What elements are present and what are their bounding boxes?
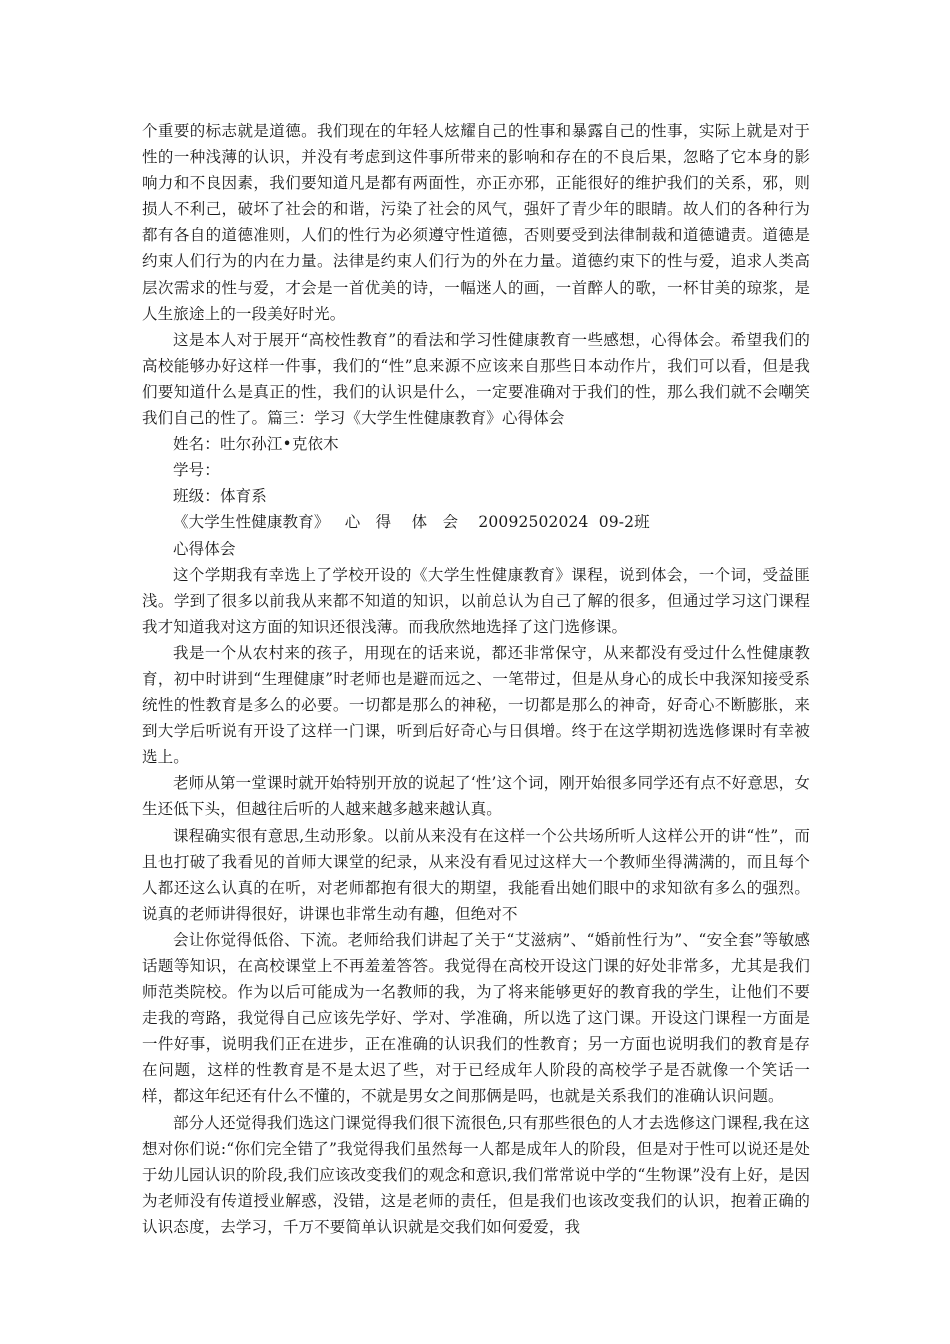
- field-class: 班级：体育系: [173, 487, 267, 506]
- field-name: 姓名：吐尔孙江•克依木: [173, 435, 339, 454]
- paragraph-morality: 个重要的标志就是道德。我们现在的年轻人炫耀自己的性事和暴露自己的性事，实际上就是对于性的一种浅薄的认识，并没有考虑到这件事所带来的影响和存在的不良后果，忽略了它本身的影响力和不良因素，我们要知道凡是都有两面性，亦正亦邪，正能很好的维护我们的关系，邪，则损人不利己，破坏了社会的和谐，污染了社会的风气，强奸了青少年的眼睛。故人们的各种行为都有各自的道德准则，人们的性行为必须遵守性道德，否则要受到法律制裁和道德谴责。道德是约束人们行为的内在力量。法律是约束人们行为的外在力量。道德约束下的性与爱，追求人类高层次需求的性与爱，才会是一首优美的诗，一幅迷人的画，一首醉人的歌，一杯甘美的琼浆，是人生旅途上的一段美好时光。: [142, 122, 810, 323]
- paragraph-background: 我是一个从农村来的孩子，用现在的话来说，都还非常保守，从来都没有受过什么性健康教育，初中时讲到“生理健康”时老师也是避而远之、一笔带过，但是从身心的成长中我深知接受系统性的性教育是多么的必要。一切都是那么的神秘，一切都是那么的神奇，好奇心不断膨胀，来到大学后听说有开设了这样一门课，听到后好奇心与日俱增。终于在这学期初选选修课时有幸被选上。: [142, 643, 810, 767]
- paragraph-first-class: 老师从第一堂课时就开始特别开放的说起了‘性’这个词，刚开始很多同学还有点不好意思，女生还低下头，但越往后听的人越来越多越来越认真。: [142, 774, 810, 819]
- course-title-line: 《大学生性健康教育》 心 得 体 会 20092502024 09-2班: [173, 513, 650, 532]
- paragraph-course-impression: 课程确实很有意思,生动形象。以前从来没有在这样一个公共场所听人这样公开的讲“性”，而且也打破了我看见的首师大课堂的纪录，从来没有看见过这样大一个教师坐得满满的，而且每个人都还这么认真的在听，对老师都抱有很大的期望，我能看出她们眼中的求知欲有多么的强烈。 说真的老师讲得很好，讲课也非常生动有趣，但绝对不: [142, 826, 810, 923]
- field-student-id: 学号：: [173, 461, 220, 480]
- paragraph-misconceptions: 部分人还觉得我们选这门课觉得我们很下流很色,只有那些很色的人才去选修这门课程,我在这想对你们说:“你们完全错了”我觉得我们虽然每一人都是成年人的阶段，但是对于性可以说还是处于幼儿园认识的阶段,我们应该改变我们的观念和意识,我们常常说中学的“生物课”没有上好，是因为老师没有传道授业解惑，没错，这是老师的责任，但是我们也该改变我们的认识，抱着正确的认识态度，去学习，千万不要简单认识就是交我们如何爱爱，我: [142, 1113, 810, 1236]
- paragraph-benefits: 会让你觉得低俗、下流。老师给我们讲起了关于“艾滋病”、“婚前性行为”、“安全套”等敏感话题等知识，在高校课堂上不再羞羞答答。我觉得在高校开设这门课的好处非常多，尤其是我们师范类院校。作为以后可能成为一名教师的我，为了将来能够更好的教育我的学生，让他们不要走我的弯路，我觉得自己应该先学好、学对、学准确，所以选了这门课。开设这门课程一方面是一件好事，说明我们正在进步，正在准确的认识我们的性教育；另一方面也说明我们的教育是存在问题，这样的性教育是不是太迟了些，对于已经成年人阶段的高校学子是否就像一个笑话一样，都这年纪还有什么不懂的，不就是男女之间那俩是吗，也就是关系我们的准确认识问题。: [142, 930, 810, 1106]
- paragraph-conclusion: 这是本人对于展开“高校性教育”的看法和学习性健康教育一些感想，心得体会。希望我们的高校能够办好这样一件事，我们的“性”息来源不应该来自那些日本动作片，我们可以看，但是我们要知道什么是真正的性，我们的认识是什么，一定要准确对于我们的性，那么我们就不会嘲笑我们自己的性了。篇三：学习《大学生性健康教育》心得体会: [142, 330, 810, 428]
- document-body: [142, 118, 810, 1240]
- paragraph-intro: 这个学期我有幸选上了学校开设的《大学生性健康教育》课程，说到体会，一个词，受益匪浅。学到了很多以前我从来都不知道的知识，以前总认为自己了解的很多，但通过学习这门课程我才知道我对这方面的知识还很浅薄。而我欣然地选择了这门选修课。: [142, 565, 810, 636]
- section-heading: 心得体会: [173, 539, 236, 558]
